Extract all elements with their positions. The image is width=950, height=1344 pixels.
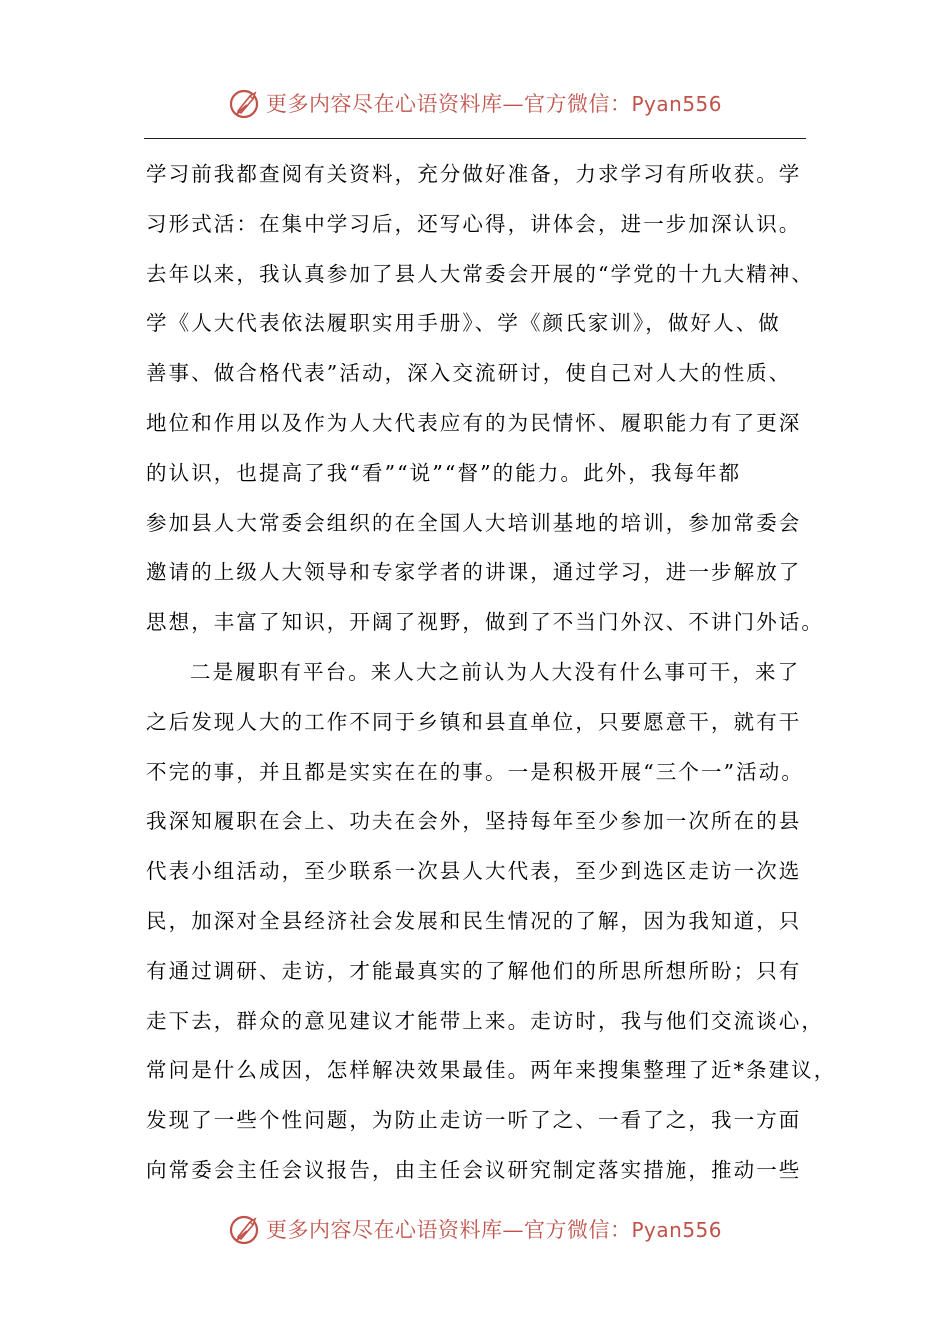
text-line: 向常委会主任会议报告，由主任会议研究制定落实措施，推动一些 <box>146 1157 802 1182</box>
text-line: 地位和作用以及作为人大代表应有的为民情怀、履职能力有了更深 <box>146 410 802 435</box>
text-line: 邀请的上级人大领导和专家学者的讲课，通过学习，进一步解放了 <box>146 560 802 585</box>
text-line: 习形式活：在集中学习后，还写心得，讲体会，进一步加深认识。 <box>146 211 802 236</box>
footer-text: 更多内容尽在心语资料库—官方微信：Pyan556 <box>265 1218 722 1242</box>
text-line: 的认识，也提高了我“看”“说”“督”的能力。此外，我每年都 <box>146 460 742 485</box>
text-line: 学《人大代表依法履职实用手册》、学《颜氏家训》，做好人、做 <box>146 311 781 336</box>
text-line: 走下去，群众的意见建议才能带上来。走访时，我与他们交流谈心， <box>146 1008 824 1033</box>
text-line: 之后发现人大的工作不同于乡镇和县直单位，只要愿意干，就有干 <box>146 709 802 734</box>
wechat-id: Pyan556 <box>631 92 722 116</box>
text-line: 常问是什么成因，怎样解决效果最佳。两年来搜集整理了近*条建议， <box>146 1058 837 1083</box>
text-line: 民，加深对全县经济社会发展和民生情况的了解，因为我知道，只 <box>146 908 802 933</box>
text-line: 代表小组活动，至少联系一次县人大代表，至少到选区走访一次选 <box>146 859 802 884</box>
text-line: 善事、做合格代表”活动，深入交流研讨，使自己对人大的性质、 <box>146 361 792 386</box>
wechat-id: Pyan556 <box>631 1218 722 1242</box>
header-text: 更多内容尽在心语资料库—官方微信：Pyan556 <box>265 92 722 116</box>
text-line: 去年以来，我认真参加了县人大常委会开展的“学党的十九大精神、 <box>146 261 814 286</box>
footer-banner <box>0 1209 950 1249</box>
text-line: 发现了一些个性问题，为防止走访一听了之、一看了之，我一方面 <box>146 1108 802 1133</box>
pen-nib-circle-icon <box>228 1211 264 1247</box>
paragraph-start-line: 二是履职有平台。来人大之前认为人大没有什么事可干，来了 <box>190 659 801 684</box>
pen-nib-circle-icon <box>228 85 264 121</box>
header-divider <box>144 138 806 139</box>
text-line: 不完的事，并且都是实实在在的事。一是积极开展“三个一”活动。 <box>146 759 804 784</box>
text-line: 思想，丰富了知识，开阔了视野，做到了不当门外汉、不讲门外话。 <box>146 610 824 635</box>
text-line: 学习前我都查阅有关资料，充分做好准备，力求学习有所收获。学 <box>146 162 802 186</box>
text-line: 参加县人大常委会组织的在全国人大培训基地的培训，参加常委会 <box>146 510 802 535</box>
header-banner <box>0 83 950 123</box>
text-line: 我深知履职在会上、功夫在会外，坚持每年至少参加一次所在的县 <box>146 809 802 834</box>
text-line: 有通过调研、走访，才能最真实的了解他们的所思所想所盼；只有 <box>146 958 802 983</box>
document-body <box>146 150 837 1196</box>
